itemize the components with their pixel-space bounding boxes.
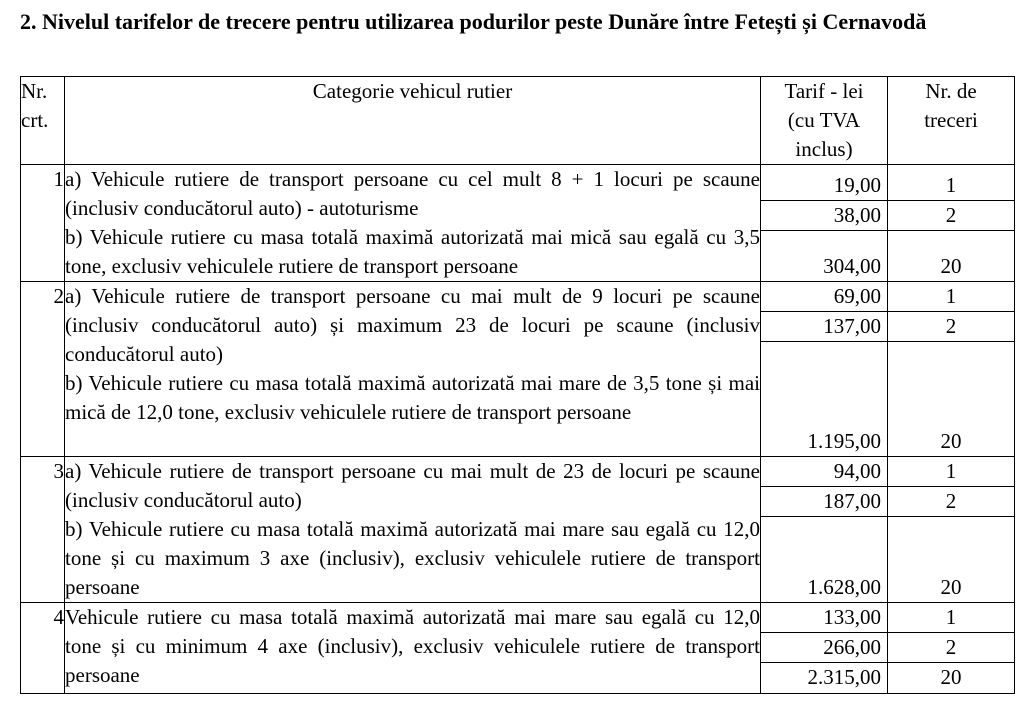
category-cell <box>65 165 761 282</box>
header-nr-crt: Nr. crt. <box>21 77 65 165</box>
category-b: b) Vehicule rutiere cu masa totală maximă autorizată mai mică sau egală cu 3,5 tone, exclusiv vehiculele rutiere de transport persoane <box>65 225 760 278</box>
tarif-value: 38,00 <box>761 201 887 231</box>
treceri-value: 1 <box>888 171 1014 201</box>
tarif-cell <box>761 457 888 603</box>
treceri-value: 2 <box>888 487 1014 517</box>
table-row <box>21 603 1015 694</box>
header-category: Categorie vehicul rutier <box>65 77 761 165</box>
treceri-value: 2 <box>888 201 1014 231</box>
treceri-cell <box>888 282 1015 457</box>
tarif-value: 69,00 <box>761 282 887 312</box>
tarif-value: 137,00 <box>761 312 887 342</box>
row-number: 3 <box>21 457 65 603</box>
category-cell <box>65 457 761 603</box>
treceri-cell <box>888 457 1015 603</box>
treceri-value: 2 <box>888 312 1014 342</box>
tarif-cell <box>761 282 888 457</box>
treceri-cell <box>888 165 1015 282</box>
treceri-value: 1 <box>888 457 1014 487</box>
tarif-value: 19,00 <box>761 171 887 201</box>
treceri-value: 20 <box>940 575 962 599</box>
category-a: a) Vehicule rutiere de transport persoane cu mai mult de 23 de locuri pe scaune (inclusiv conducătorul auto) <box>65 459 760 512</box>
header-tarif: Tarif - lei (cu TVA inclus) <box>761 77 888 165</box>
category-b: b) Vehicule rutiere cu masa totală maximă autorizată mai mare sau egală cu 12,0 tone și cu maximum 3 axe (inclusiv), exclusiv vehiculele rutiere de transport persoane <box>65 517 760 599</box>
section-title: 2. Nivelul tarifelor de trecere pentru utilizarea podurilor peste Dunăre între Fetești și Cernavodă <box>20 9 927 34</box>
tarif-value: 94,00 <box>761 457 887 487</box>
tarif-value: 133,00 <box>761 603 887 633</box>
row-number: 1 <box>21 165 65 282</box>
treceri-value: 20 <box>940 254 962 278</box>
category-a: Vehicule rutiere cu masa totală maximă autorizată mai mare sau egală cu 12,0 tone și cu minimum 4 axe (inclusiv), exclusiv vehiculele rutiere de transport persoane <box>65 605 760 687</box>
tarif-cell <box>761 165 888 282</box>
treceri-cell <box>888 603 1015 694</box>
category-cell <box>65 282 761 457</box>
table-row <box>21 457 1015 603</box>
category-a: a) Vehicule rutiere de transport persoane cu cel mult 8 + 1 locuri pe scaune (inclusiv conducătorul auto) - autoturisme <box>65 167 760 220</box>
category-cell <box>65 603 761 694</box>
table-row <box>21 282 1015 457</box>
header-treceri: Nr. de treceri <box>888 77 1015 165</box>
row-number: 2 <box>21 282 65 457</box>
category-b: b) Vehicule rutiere cu masa totală maximă autorizată mai mare de 3,5 tone și mai mică de 12,0 tone, exclusiv vehiculele rutiere de transport persoane <box>65 371 760 424</box>
tarif-cell <box>761 603 888 694</box>
treceri-value: 1 <box>888 282 1014 312</box>
tarif-value: 2.315,00 <box>807 665 881 689</box>
tarif-value: 1.195,00 <box>807 429 881 453</box>
category-a: a) Vehicule rutiere de transport persoane cu mai mult de 9 locuri pe scaune (inclusiv conducătorul auto) și maximum 23 de locuri pe scaune (inclusiv conducătorul auto) <box>65 284 760 366</box>
tarif-value: 187,00 <box>761 487 887 517</box>
tariff-table <box>20 76 1015 694</box>
treceri-value: 2 <box>888 633 1014 663</box>
table-row <box>21 165 1015 282</box>
table-header-row <box>21 77 1015 165</box>
tarif-value: 1.628,00 <box>807 575 881 599</box>
tarif-value: 266,00 <box>761 633 887 663</box>
treceri-value: 1 <box>888 603 1014 633</box>
treceri-value: 20 <box>940 429 962 453</box>
row-number: 4 <box>21 603 65 694</box>
treceri-value: 20 <box>940 665 962 689</box>
tarif-value: 304,00 <box>823 254 881 278</box>
